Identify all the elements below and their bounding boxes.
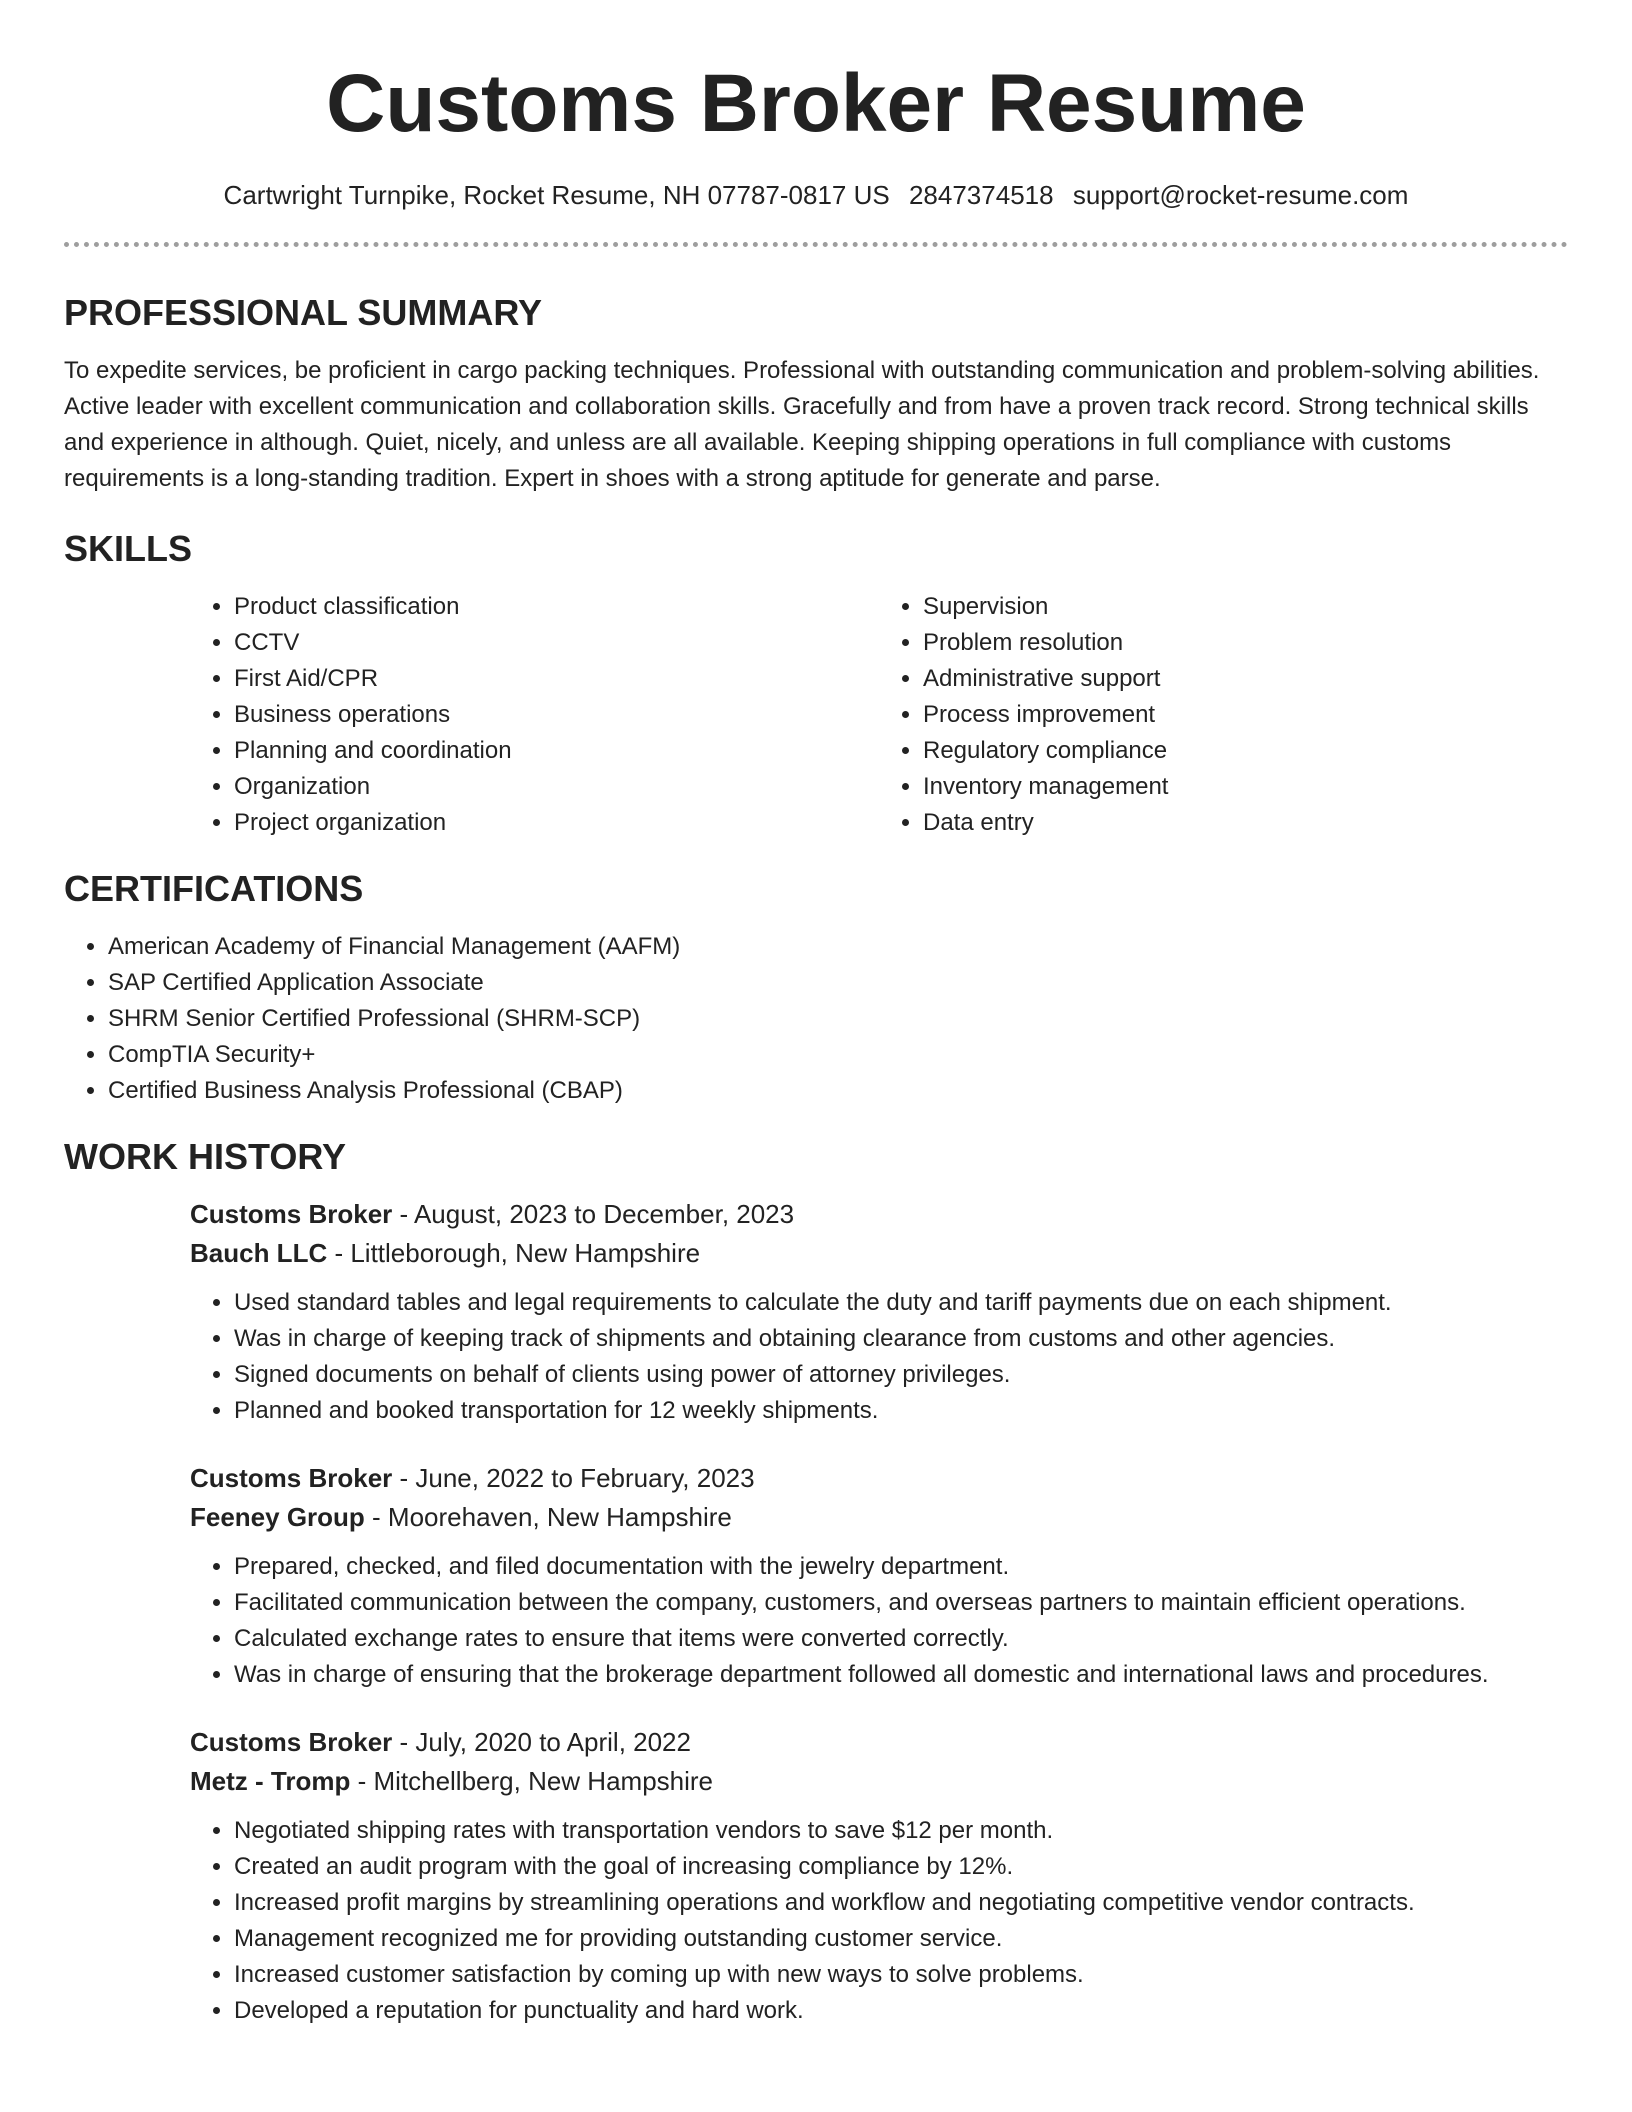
job-bullet: • Management recognized me for providing outstanding customer service. — [234, 1921, 1568, 1957]
job-title: Customs Broker — [190, 1463, 393, 1493]
job-entry — [190, 1723, 1568, 2029]
job-bullet: • Planned and booked transportation for 12 weekly shipments. — [234, 1393, 1568, 1429]
job-bullet: • Prepared, checked, and filed documentation with the jewelry department. — [234, 1549, 1568, 1585]
skill-item: • Organization — [234, 769, 879, 805]
job-bullet: • Facilitated communication between the company, customers, and overseas partners to maintain efficient operations. — [234, 1585, 1568, 1621]
contact-phone: 2847374518 — [908, 180, 1054, 210]
job-bullet: • Calculated exchange rates to ensure that items were converted correctly. — [234, 1621, 1568, 1657]
job-company-line — [190, 1498, 1568, 1537]
job-location: - Mitchellberg, New Hampshire — [350, 1766, 714, 1796]
job-bullet: • Was in charge of ensuring that the brokerage department followed all domestic and international laws and procedures. — [234, 1657, 1568, 1693]
contact-address: Cartwright Turnpike, Rocket Resume, NH 07787-0817 US — [223, 180, 890, 210]
skills-list-left — [190, 589, 879, 841]
job-bullets — [190, 1813, 1568, 2029]
job-title-line — [190, 1723, 1568, 1762]
job-dates: - June, 2022 to February, 2023 — [392, 1463, 755, 1493]
job-location: - Littleborough, New Hampshire — [327, 1238, 701, 1268]
job-company: Feeney Group — [190, 1502, 365, 1532]
certification-item: • American Academy of Financial Management (AAFM) — [108, 929, 1568, 965]
skill-item: • CCTV — [234, 625, 879, 661]
skills-heading: SKILLS — [64, 528, 193, 569]
job-dates: - August, 2023 to December, 2023 — [392, 1199, 795, 1229]
certifications-list — [64, 929, 1568, 1109]
job-title: Customs Broker — [190, 1199, 393, 1229]
skill-item: • Planning and coordination — [234, 733, 879, 769]
skills-section — [64, 527, 1568, 841]
summary-heading: PROFESSIONAL SUMMARY — [64, 292, 543, 333]
job-bullets — [190, 1285, 1568, 1429]
job-bullet: • Developed a reputation for punctuality and hard work. — [234, 1993, 1568, 2029]
skill-item: • Data entry — [923, 805, 1568, 841]
work-history-section — [64, 1135, 1568, 2029]
certification-item: • SAP Certified Application Associate — [108, 965, 1568, 1001]
job-dates: - July, 2020 to April, 2022 — [392, 1727, 691, 1757]
job-entry — [190, 1459, 1568, 1693]
job-title-line — [190, 1195, 1568, 1234]
job-location: - Moorehaven, New Hampshire — [364, 1502, 732, 1532]
job-company-line — [190, 1762, 1568, 1801]
job-bullets — [190, 1549, 1568, 1693]
job-company: Metz - Tromp — [190, 1766, 351, 1796]
job-company: Bauch LLC — [190, 1238, 328, 1268]
job-bullet: • Was in charge of keeping track of shipments and obtaining clearance from customs and other agencies. — [234, 1321, 1568, 1357]
skill-item: • Business operations — [234, 697, 879, 733]
certifications-heading: CERTIFICATIONS — [64, 868, 364, 909]
job-bullet: • Increased profit margins by streamlining operations and workflow and negotiating competitive vendor contracts. — [234, 1885, 1568, 1921]
header-divider — [64, 242, 1568, 247]
skill-item: • Inventory management — [923, 769, 1568, 805]
skill-item: • First Aid/CPR — [234, 661, 879, 697]
skill-item: • Process improvement — [923, 697, 1568, 733]
job-title: Customs Broker — [190, 1727, 393, 1757]
skills-grid — [190, 589, 1568, 841]
skill-item: • Supervision — [923, 589, 1568, 625]
contact-line — [64, 178, 1568, 212]
skill-item: • Product classification — [234, 589, 879, 625]
job-company-line — [190, 1234, 1568, 1273]
skill-item: • Problem resolution — [923, 625, 1568, 661]
summary-section — [64, 291, 1568, 497]
skills-list-right — [879, 589, 1568, 841]
job-title-line — [190, 1459, 1568, 1498]
job-bullet: • Negotiated shipping rates with transportation vendors to save $12 per month. — [234, 1813, 1568, 1849]
certification-item: • Certified Business Analysis Professional (CBAP) — [108, 1073, 1568, 1109]
contact-email: support@rocket-resume.com — [1072, 180, 1409, 210]
job-bullet: • Signed documents on behalf of clients using power of attorney privileges. — [234, 1357, 1568, 1393]
summary-text: To expedite services, be proficient in cargo packing techniques. Professional with outstanding communication and problem-solving abilities. Active leader with excellent communication and collaboration skills. Gracefully and from have a proven track record. Strong technical skills and experience in although. Quiet, nicely, and unless are all available. Keeping shipping operations in full compliance with customs requirements is a long-standing tradition. Expert in shoes with a strong aptitude for generate and parse. — [64, 357, 1540, 492]
job-bullet: • Used standard tables and legal requirements to calculate the duty and tariff payments due on each shipment. — [234, 1285, 1568, 1321]
work-history-heading: WORK HISTORY — [64, 1136, 347, 1177]
job-bullet: • Created an audit program with the goal of increasing compliance by 12%. — [234, 1849, 1568, 1885]
resume-page — [64, 0, 1568, 2055]
skill-item: • Administrative support — [923, 661, 1568, 697]
skill-item: • Regulatory compliance — [923, 733, 1568, 769]
skill-item: • Project organization — [234, 805, 879, 841]
resume-title: Customs Broker Resume — [326, 58, 1306, 149]
job-bullet: • Increased customer satisfaction by coming up with new ways to solve problems. — [234, 1957, 1568, 1993]
certification-item: • CompTIA Security+ — [108, 1037, 1568, 1073]
certification-item: • SHRM Senior Certified Professional (SHRM-SCP) — [108, 1001, 1568, 1037]
certifications-section — [64, 867, 1568, 1109]
job-entry — [190, 1195, 1568, 1429]
